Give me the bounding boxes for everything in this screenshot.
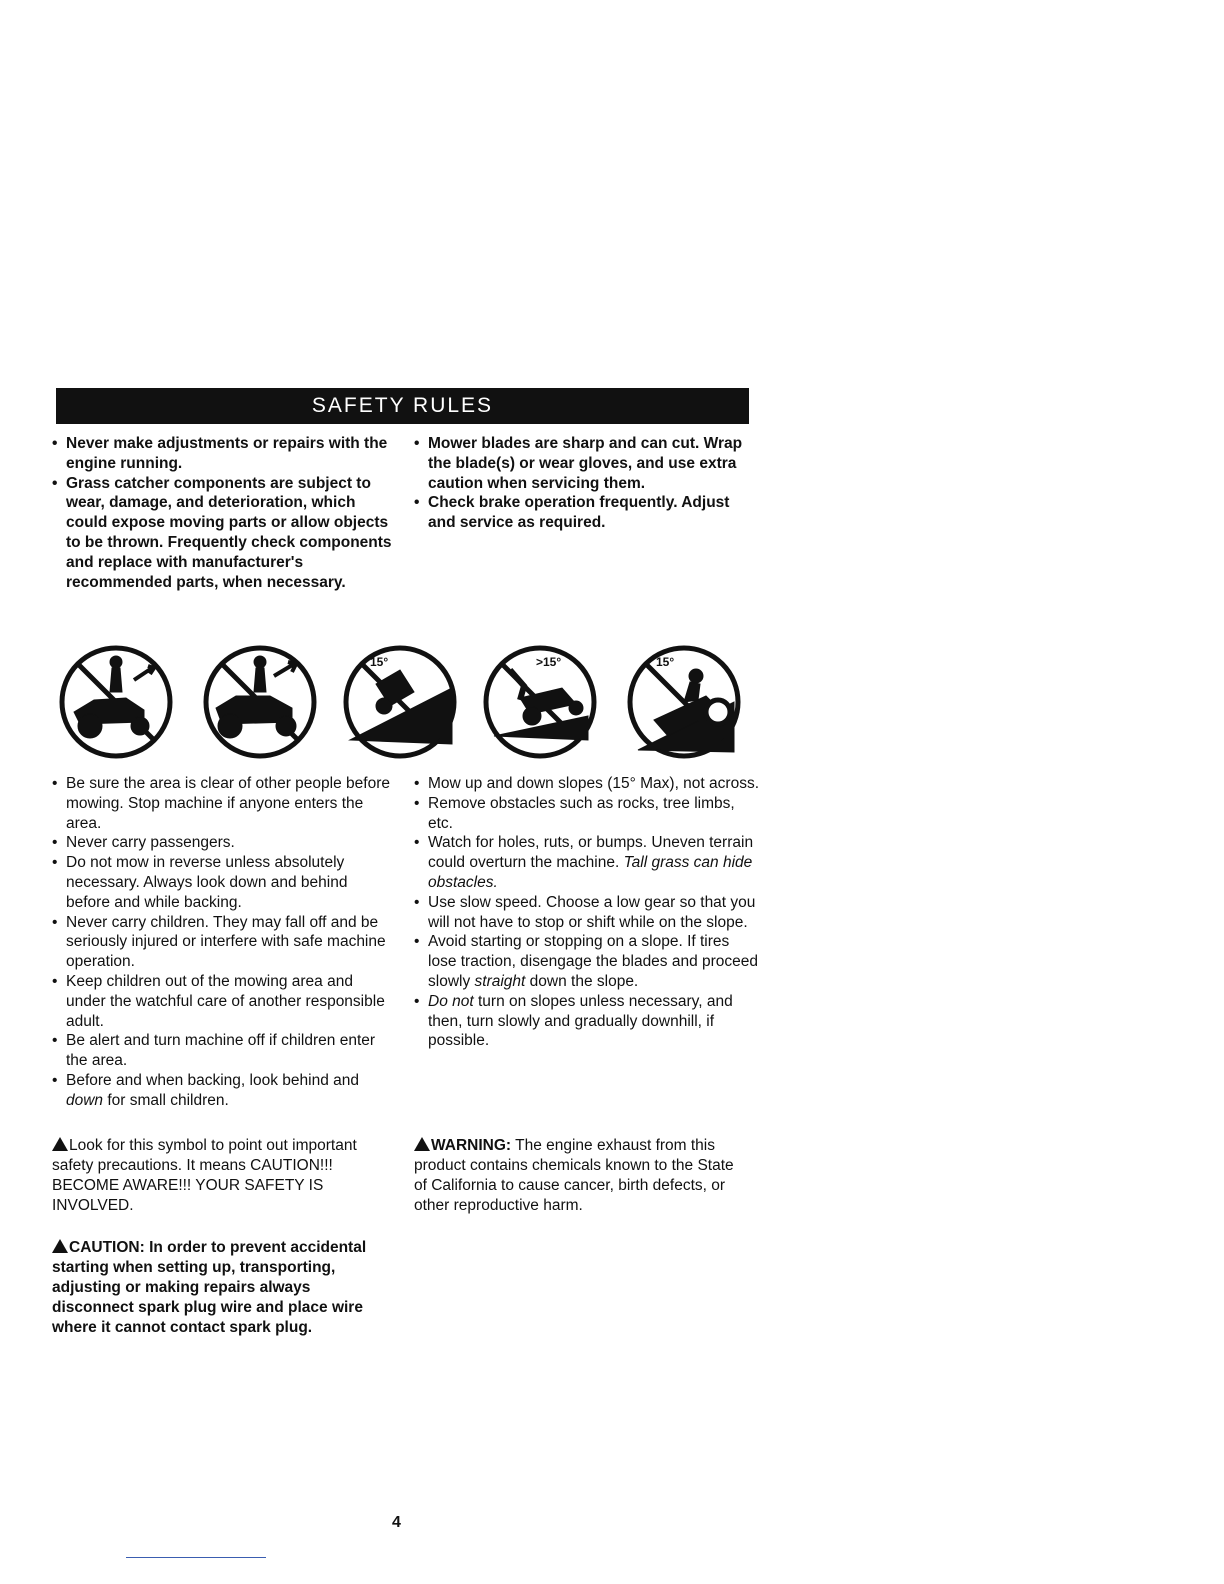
warning-note: [414, 1136, 744, 1216]
item-text: Watch for holes, ruts, or bumps. Uneven terrain could overturn the machine.: [428, 834, 754, 872]
item-text: turn on slopes unless necessary, and then, turn slowly and gradually downhill, if possible.: [428, 992, 733, 1050]
warning-text: The engine exhaust from this product contains chemicals known to the State of California to cause cancer, birth defects, or other reproductive harm.: [414, 1137, 734, 1214]
section-banner: [56, 388, 749, 424]
list-item: • Mower blades are sharp and can cut. Wrap the blade(s) or wear gloves, and use extra caution when servicing them.: [414, 434, 754, 493]
list-item: • Keep children out of the mowing area and under the watchful care of another responsible adult.: [52, 972, 392, 1031]
symbol-note-text: Look for this symbol to point out important safety precautions. It means CAUTION!!! BECOME AWARE!!! YOUR SAFETY IS INVOLVED.: [52, 1137, 357, 1214]
symbol-note: [52, 1136, 388, 1216]
slope-angle-label: 15°: [370, 655, 389, 669]
slope-angle-label: 15°: [656, 655, 675, 669]
list-item: • Use slow speed. Choose a low gear so that you will not have to stop or shift while on the slope.: [414, 893, 760, 933]
item-text: down the slope.: [525, 972, 639, 990]
list-item: • Never make adjustments or repairs with the engine running.: [52, 434, 392, 474]
bottom-left-column: [52, 774, 392, 1111]
caution-text: In order to prevent accidental starting when setting up, transporting, adjusting or making repairs always disconnect spark plug wire and place wire where it cannot contact spark plug.: [52, 1239, 367, 1336]
safety-icons-row: [56, 640, 756, 764]
top-right-column: [414, 434, 754, 533]
section-title: SAFETY RULES: [311, 394, 494, 417]
list-item: [414, 833, 760, 892]
list-item: • Grass catcher components are subject to wear, damage, and deterioration, which could expose moving parts or allow objects to be thrown. Frequently check components and replace with manufacturer's recommended parts, when necessary.: [52, 474, 392, 593]
list-item: • Check brake operation frequently. Adjust and service as required.: [414, 493, 754, 533]
item-emphasis: Tall grass can hide obstacles.: [428, 854, 753, 891]
slope-angle-label: >15°: [536, 655, 562, 669]
no-passengers-reverse-icon: [200, 640, 320, 764]
no-passengers-forward-icon: [56, 640, 176, 764]
top-left-column: [52, 434, 392, 592]
list-item: [414, 992, 760, 1051]
list-item: • Mow up and down slopes (15° Max), not across.: [414, 774, 760, 794]
footer-rule: [126, 1557, 266, 1558]
list-item: [414, 932, 760, 991]
item-text: Before and when backing, look behind and: [66, 1071, 359, 1089]
no-rollover-slope-icon: [624, 640, 744, 764]
list-item: • Never carry children. They may fall off and be seriously injured or interfere with safe machine operation.: [52, 913, 392, 972]
list-item: [52, 1071, 392, 1111]
list-item: • Remove obstacles such as rocks, tree limbs, etc.: [414, 794, 760, 834]
list-item: • Be sure the area is clear of other people before mowing. Stop machine if anyone enters the area.: [52, 774, 392, 833]
item-emphasis: straight: [474, 972, 526, 990]
list-item: • Be alert and turn machine off if children enter the area.: [52, 1031, 392, 1071]
page-number: 4: [392, 1514, 401, 1531]
warning-label: WARNING:: [431, 1137, 512, 1154]
caution-label: CAUTION:: [69, 1239, 145, 1256]
warning-triangle-icon: [52, 1137, 68, 1151]
warning-triangle-icon: [414, 1137, 430, 1151]
warning-triangle-icon: [52, 1239, 68, 1253]
list-item: • Do not mow in reverse unless absolutely necessary. Always look down and behind before and while backing.: [52, 853, 392, 912]
no-tip-slope-icon: [340, 640, 460, 764]
no-steep-slope-icon: [480, 640, 600, 764]
bottom-right-column: [414, 774, 760, 1051]
item-text: Avoid starting or stopping on a slope. If tires lose traction, disengage the blades and proceed slowly: [428, 933, 759, 990]
caution-note: [52, 1238, 388, 1338]
item-emphasis: Do not: [428, 992, 474, 1010]
item-text: for small children.: [103, 1091, 229, 1109]
list-item: • Never carry passengers.: [52, 833, 392, 853]
item-emphasis: down: [66, 1091, 104, 1109]
